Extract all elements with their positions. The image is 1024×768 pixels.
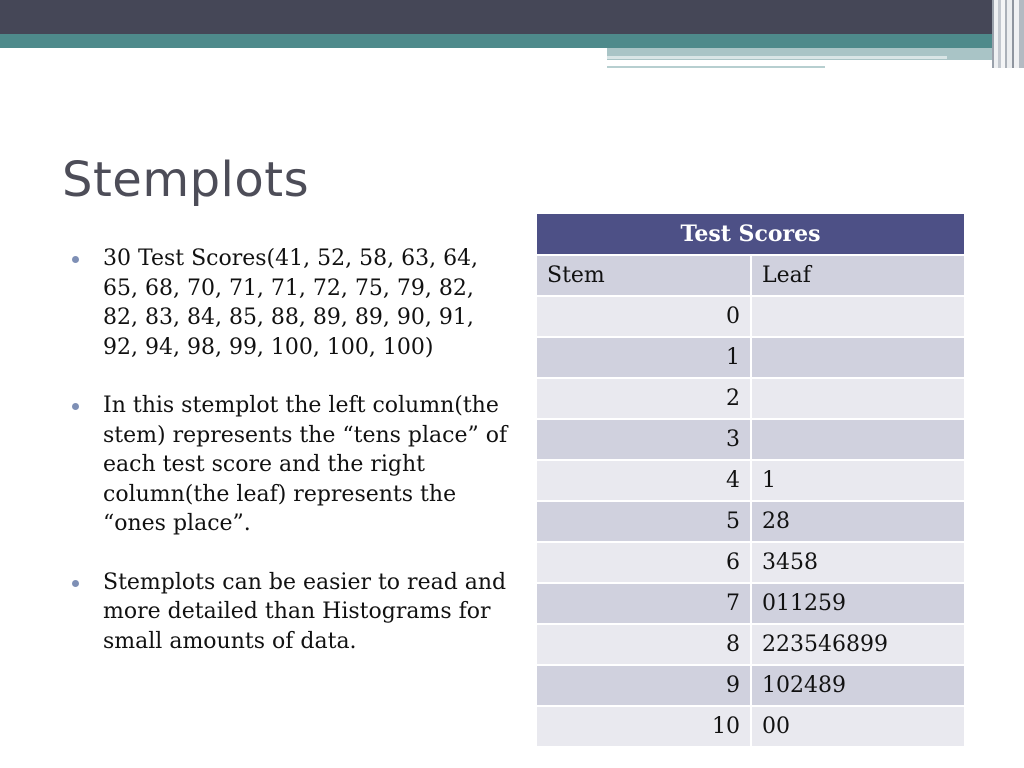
corner-stripes <box>992 0 1024 68</box>
table-row <box>537 337 964 378</box>
stem-cell: 9 <box>537 665 751 706</box>
bullet-text: Stemplots can be easier to read and more detailed than Histograms for small amounts of data. <box>103 569 507 654</box>
stem-cell: 0 <box>537 296 751 337</box>
table-row <box>537 624 964 665</box>
leaf-cell: 3458 <box>751 542 964 583</box>
bullet-dot-icon <box>72 580 79 587</box>
top-teal-band <box>0 34 1024 48</box>
bullet-dot-icon <box>72 403 79 410</box>
table-row <box>537 501 964 542</box>
stem-column-header: Stem <box>537 255 751 296</box>
table-row <box>537 419 964 460</box>
table-header-row <box>537 255 964 296</box>
bullet-list <box>70 244 510 685</box>
slide-title: Stemplots <box>62 152 310 208</box>
top-accent-line-lower <box>607 66 825 68</box>
stem-cell: 6 <box>537 542 751 583</box>
leaf-cell: 28 <box>751 501 964 542</box>
leaf-cell <box>751 296 964 337</box>
leaf-cell: 223546899 <box>751 624 964 665</box>
leaf-cell <box>751 419 964 460</box>
leaf-cell: 00 <box>751 706 964 747</box>
leaf-cell: 102489 <box>751 665 964 706</box>
leaf-cell <box>751 378 964 419</box>
table-row <box>537 706 964 747</box>
leaf-column-header: Leaf <box>751 255 964 296</box>
table-row <box>537 665 964 706</box>
stem-cell: 1 <box>537 337 751 378</box>
stem-cell: 4 <box>537 460 751 501</box>
bullet-dot-icon <box>72 256 79 263</box>
stem-cell: 8 <box>537 624 751 665</box>
stem-cell: 5 <box>537 501 751 542</box>
leaf-cell: 011259 <box>751 583 964 624</box>
table-caption: Test Scores <box>537 214 964 255</box>
stem-cell: 10 <box>537 706 751 747</box>
bullet-text: In this stemplot the left column(the stem) represents the “tens place” of each test score and the right column(the leaf) represents the “ones place”. <box>103 393 508 536</box>
leaf-cell: 1 <box>751 460 964 501</box>
stem-cell: 7 <box>537 583 751 624</box>
bullet-item <box>70 391 510 539</box>
top-accent-line <box>607 56 947 59</box>
stemplot-table <box>537 214 964 748</box>
bullet-text: 30 Test Scores(41, 52, 58, 63, 64, 65, 68, 70, 71, 71, 72, 75, 79, 82, 82, 83, 84, 85, 88, 89, 89, 90, 91, 92, 94, 98, 99, 100, 100, 100) <box>103 246 479 360</box>
bullet-item <box>70 568 510 657</box>
stem-cell: 2 <box>537 378 751 419</box>
leaf-cell <box>751 337 964 378</box>
table-row <box>537 460 964 501</box>
table-row <box>537 378 964 419</box>
stem-cell: 3 <box>537 419 751 460</box>
top-dark-band <box>0 0 1024 34</box>
table-row <box>537 583 964 624</box>
bullet-item <box>70 244 510 362</box>
table-row <box>537 296 964 337</box>
table-row <box>537 542 964 583</box>
